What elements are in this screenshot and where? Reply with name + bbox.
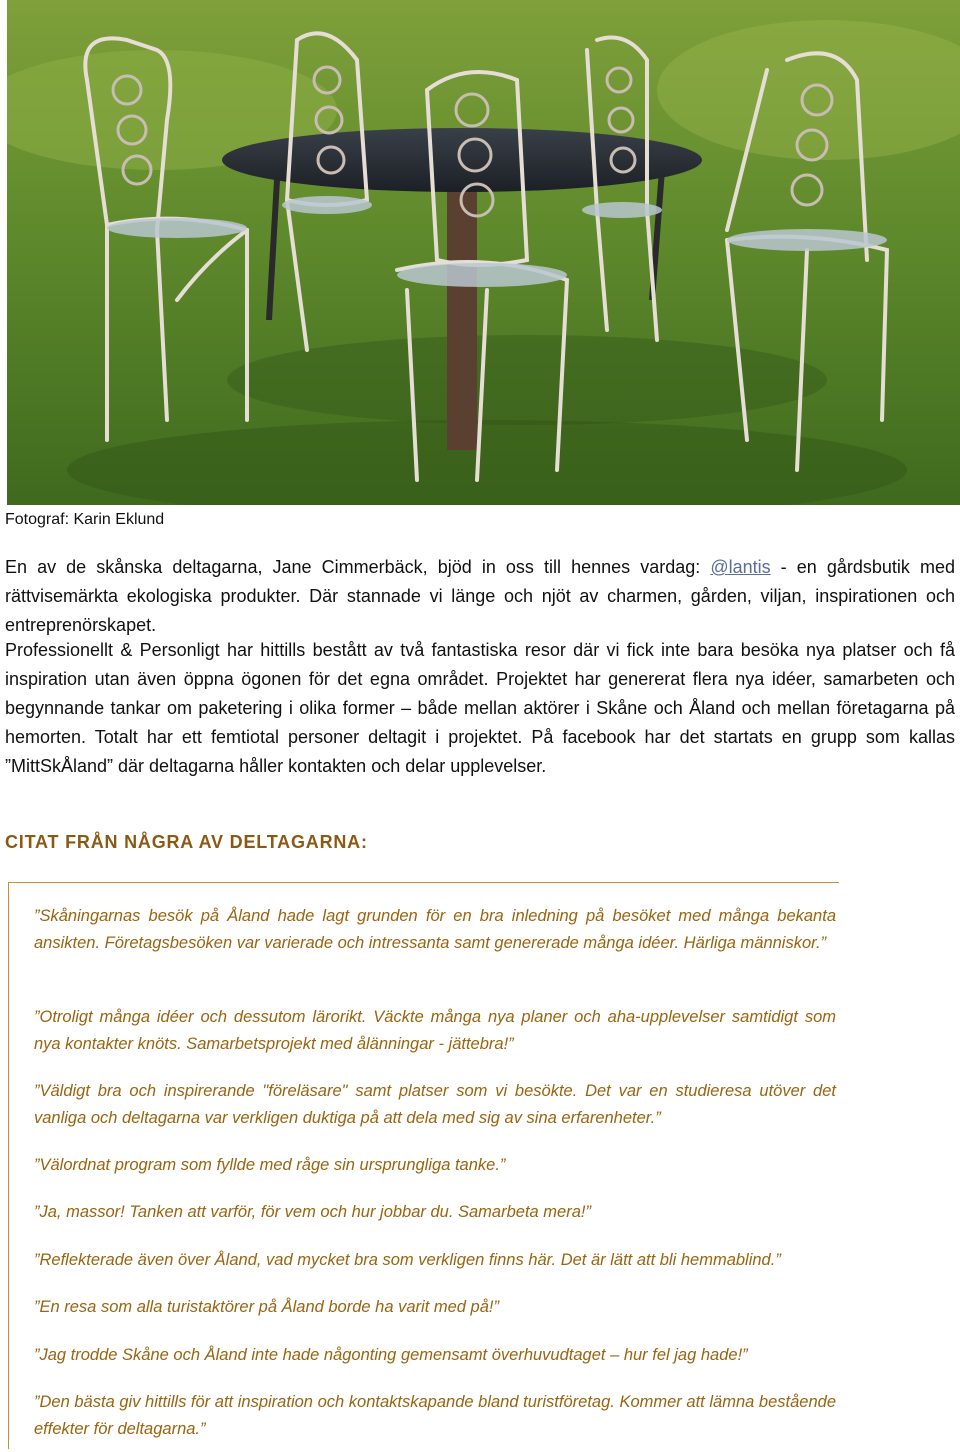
quote-3: ”Väldigt bra och inspirerande "föreläsare" samt platser som vi besökte. Det var en studieresa utöver det vanliga och deltagarna var verkligen duktiga på att dela med sig av sina erfarenheter.” bbox=[34, 1082, 836, 1127]
intro-paragraph bbox=[5, 553, 955, 640]
quote-2: ”Otroligt många idéer och dessutom lärorikt. Väckte många nya planer och aha-upplevelser samtidigt som nya kontakter knöts. Samarbetsprojekt med ålänningar - jättebra!” bbox=[34, 1008, 836, 1053]
intro-text-before: En av de skånska deltagarna, Jane Cimmerbäck, bjöd in oss till hennes vardag: bbox=[5, 557, 711, 577]
photo-caption: Fotograf: Karin Eklund bbox=[5, 511, 165, 528]
lantis-link[interactable]: @lantis bbox=[710, 557, 771, 577]
garden-furniture-photo bbox=[7, 0, 960, 505]
quotes-heading: CITAT FRÅN NÅGRA AV DELTAGARNA: bbox=[5, 832, 368, 852]
quote-6: ”Reflekterade även över Åland, vad mycket bra som verkligen finns här. Det är lätt att bli hemmablind.” bbox=[34, 1251, 781, 1269]
quote-4: ”Välordnat program som fyllde med råge sin ursprungliga tanke.” bbox=[34, 1156, 506, 1174]
quote-1: ”Skåningarnas besök på Åland hade lagt grunden för en bra inledning på besöket med många bekanta ansikten. Företagsbesöken var varierade och intressanta samt genererade många idéer. Härliga människor.” bbox=[34, 907, 836, 952]
quote-8: ”Jag trodde Skåne och Åland inte hade någonting gemensamt överhuvudtaget – hur fel jag hade!” bbox=[34, 1346, 748, 1364]
intro-text-after: - en gårdsbutik med rättvisemärkta ekologiska produkter. Där stannade vi länge och njöt av charmen, gården, viljan, inspirationen och entreprenörskapet. bbox=[5, 557, 955, 635]
quote-5: ”Ja, massor! Tanken att varför, för vem och hur jobbar du. Samarbeta mera!” bbox=[34, 1203, 591, 1221]
quote-9: ”Den bästa giv hittills för att inspiration och kontaktskapande bland turistföretag. Kommer att lämna bestående effekter för deltagarna.” bbox=[34, 1393, 836, 1438]
body-paragraph: Professionellt & Personligt har hittills bestått av två fantastiska resor där vi fick inte bara besöka nya platser och få inspiration utan även öppna ögonen för det egna området. Projektet har genererat flera nya idéer, samarbeten och begynnande tankar om paketering i olika former – både mellan aktörer i Skåne och Åland och mellan företagarna på hemorten. Totalt har ett femtiotal personer deltagit i projektet. På facebook har det startats en grupp som kallas ”MittSkÅland” där deltagarna håller kontakten och delar upplevelser. bbox=[5, 640, 955, 776]
quote-7: ”En resa som alla turistaktörer på Åland borde ha varit med på!” bbox=[34, 1298, 499, 1316]
